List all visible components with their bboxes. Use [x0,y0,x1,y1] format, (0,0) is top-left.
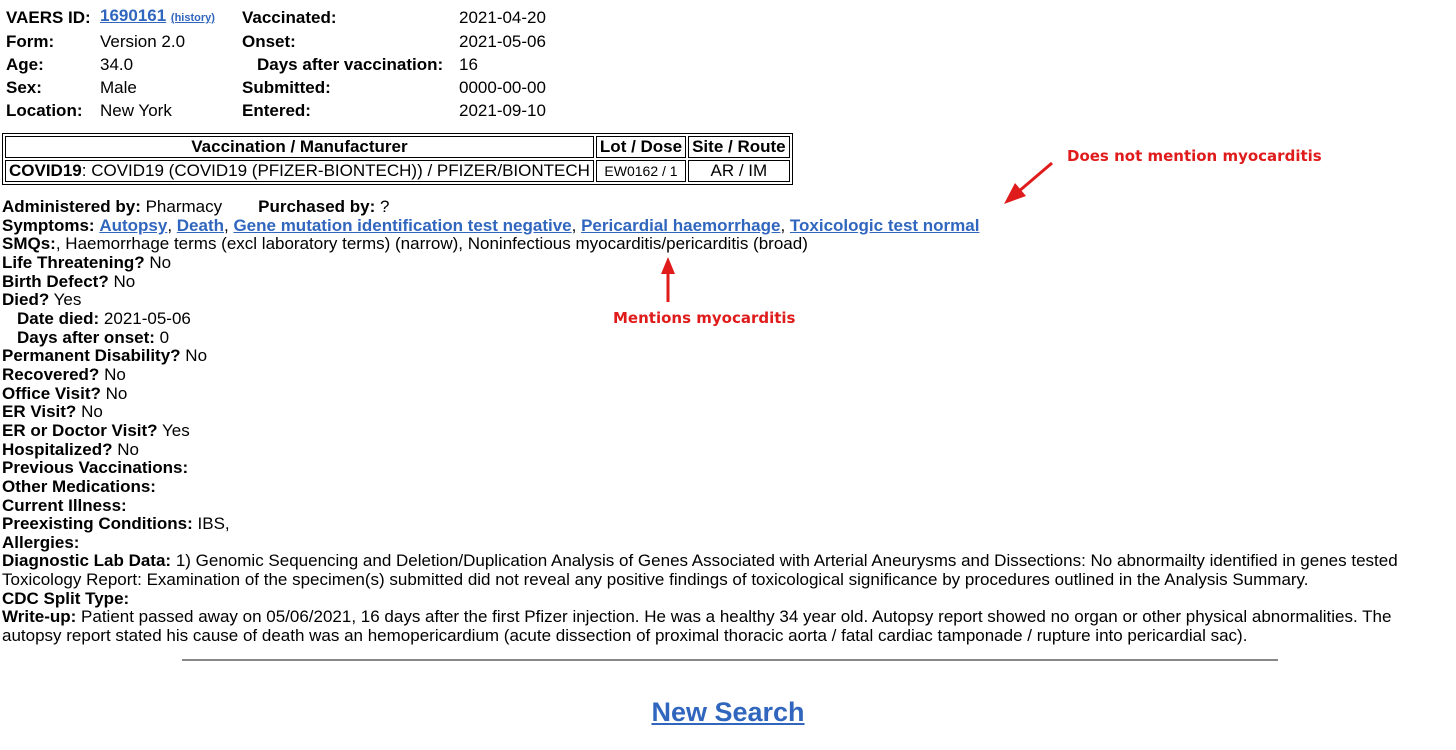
er-doctor-visit-label: ER or Doctor Visit? [2,420,158,440]
sex-label: Sex: [6,78,42,97]
col-header-site-route: Site / Route [688,136,790,158]
vaccinated-value: 2021-04-20 [459,7,546,27]
smqs-value: , Haemorrhage terms (excl laboratory terms) (narrow), Noninfectious myocarditis/pericarditis (broad) [55,234,808,254]
smqs-label: SMQs: [2,234,56,254]
cdc-split-type-row [2,590,1452,609]
administered-label: Administered by: [2,197,141,216]
recovered-row [2,366,1452,385]
administered-value: Pharmacy [145,197,223,216]
smqs-row [2,235,1452,254]
col-header-vaccination: Vaccination / Manufacturer [5,136,594,158]
entered-value: 2021-09-10 [459,101,546,120]
vaccinated-label: Vaccinated: [242,7,337,27]
submitted-label: Submitted: [242,78,331,97]
purchased-value: ? [380,197,390,216]
symptom-link-death[interactable]: Death [176,215,224,235]
symptoms-label: Symptoms: [2,215,95,235]
died-value: Yes [53,290,82,310]
diagnostic-lab-data-value: 1) Genomic Sequencing and Deletion/Duplication Analysis of Genes Associated with Arterial Aneurysms and Dissections: No abnormailty identified in genes tested Toxicology Report: Examination of the specimen(s) submitted did not reveal any positive findings of toxicological significance by procedures outlined in the Analysis Summary. [2,551,1398,590]
current-illness-row [2,497,1452,516]
onset-label: Onset: [242,32,296,51]
horizontal-divider [182,659,1278,661]
permanent-disability-row [2,347,1452,366]
date-died-label: Date died: [17,308,100,328]
form-value: Version 2.0 [100,32,186,51]
life-threatening-row [2,254,1452,273]
purchased-label: Purchased by: [258,197,376,216]
report-details [2,198,1452,646]
er-visit-value: No [81,402,103,422]
er-doctor-visit-row [2,422,1452,441]
writeup-value: Patient passed away on 05/06/2021, 16 days after the first Pfizer injection. He was a healthy 34 year old. Autopsy report showed no organ or other physical abnormalities. The autopsy report stated his cause of death was an hemopericardium (acute dissection of proximal thoracic aorta / fatal cardiac tamponade / rupture into pericardial sac). [2,607,1392,646]
office-visit-row [2,385,1452,404]
allergies-label: Allergies: [2,532,80,552]
birth-defect-value: No [113,271,136,291]
previous-vaccinations-row [2,459,1452,478]
form-label: Form: [6,32,55,51]
vaccination-table-header [5,136,790,158]
cdc-split-type-label: CDC Split Type: [2,588,130,608]
life-threatening-label: Life Threatening? [2,252,145,272]
days-after-onset-value: 0 [159,327,170,347]
symptoms-row: Symptoms: Autopsy, Death, Gene mutation identification test negative, Pericardial haemorrhage, Toxicologic test normal [2,215,980,235]
birth-defect-row [2,273,1452,292]
vaccine-manufacturer: : COVID19 (COVID19 (PFIZER-BIONTECH)) / PFIZER/BIONTECH [81,161,590,180]
days-after-onset-row [2,329,1452,348]
annotation-smqs-note: Mentions myocarditis [613,309,796,327]
vaccine-type: COVID19 [9,161,82,180]
office-visit-value: No [105,383,128,403]
current-illness-label: Current Illness: [2,495,127,515]
site-route-cell: AR / IM [688,160,790,182]
symptom-link-autopsy[interactable]: Autopsy [99,215,168,235]
table-row [5,160,790,182]
preexisting-conditions-label: Preexisting Conditions: [2,514,193,534]
other-medications-label: Other Medications: [2,476,156,496]
writeup-row [2,608,1452,645]
life-threatening-value: No [149,252,172,272]
writeup-label: Write-up: [2,607,77,627]
recovered-label: Recovered? [2,364,100,384]
hospitalized-row [2,441,1452,460]
days-after-onset-label: Days after onset: [17,327,155,347]
vaers-id-label: VAERS ID: [6,7,91,27]
symptom-link-gene-mutation[interactable]: Gene mutation identification test negative [233,215,572,235]
date-died-value: 2021-05-06 [103,308,191,328]
days-after-vaccination-value: 16 [459,55,478,74]
other-medications-row [2,478,1452,497]
previous-vaccinations-label: Previous Vaccinations: [2,458,189,478]
symptom-link-pericardial-haemorrhage[interactable]: Pericardial haemorrhage [581,215,781,235]
days-after-vaccination-label: Days after vaccination: [257,55,444,74]
hospitalized-value: No [117,439,139,459]
report-header [6,4,546,122]
symptom-link-toxicologic-test[interactable]: Toxicologic test normal [789,215,980,235]
diagnostic-lab-data-label: Diagnostic Lab Data: [2,551,172,571]
office-visit-label: Office Visit? [2,383,101,403]
birth-defect-label: Birth Defect? [2,271,109,291]
er-visit-label: ER Visit? [2,402,77,422]
new-search-link[interactable]: New Search [651,697,805,727]
hospitalized-label: Hospitalized? [2,439,113,459]
onset-value: 2021-05-06 [459,32,546,51]
permanent-disability-value: No [185,346,208,366]
preexisting-conditions-value: IBS, [197,514,230,534]
vaccination-table [2,133,793,185]
er-doctor-visit-value: Yes [161,420,190,440]
diagnostic-lab-data-row [2,552,1452,589]
annotation-symptoms-note: Does not mention myocarditis [1067,147,1322,165]
submitted-value: 0000-00-00 [459,78,546,97]
vaccine-manufacturer-cell [5,160,594,182]
administered-row [2,198,1452,217]
sex-value: Male [100,78,137,97]
col-header-lot-dose: Lot / Dose [596,136,686,158]
location-value: New York [100,101,172,120]
entered-label: Entered: [242,101,311,120]
age-label: Age: [6,55,44,74]
location-label: Location: [6,101,83,120]
recovered-value: No [104,364,126,384]
preexisting-conditions-row [2,515,1452,534]
history-link[interactable]: (history) [170,12,215,24]
lot-dose-cell: EW0162 / 1 [596,160,686,182]
permanent-disability-label: Permanent Disability? [2,346,181,366]
new-search-container [0,697,1456,728]
died-row [2,291,1452,310]
vaers-id-link[interactable]: 1690161 [100,6,167,25]
died-label: Died? [2,290,50,310]
er-visit-row [2,403,1452,422]
age-value: 34.0 [100,55,134,74]
allergies-row [2,534,1452,553]
